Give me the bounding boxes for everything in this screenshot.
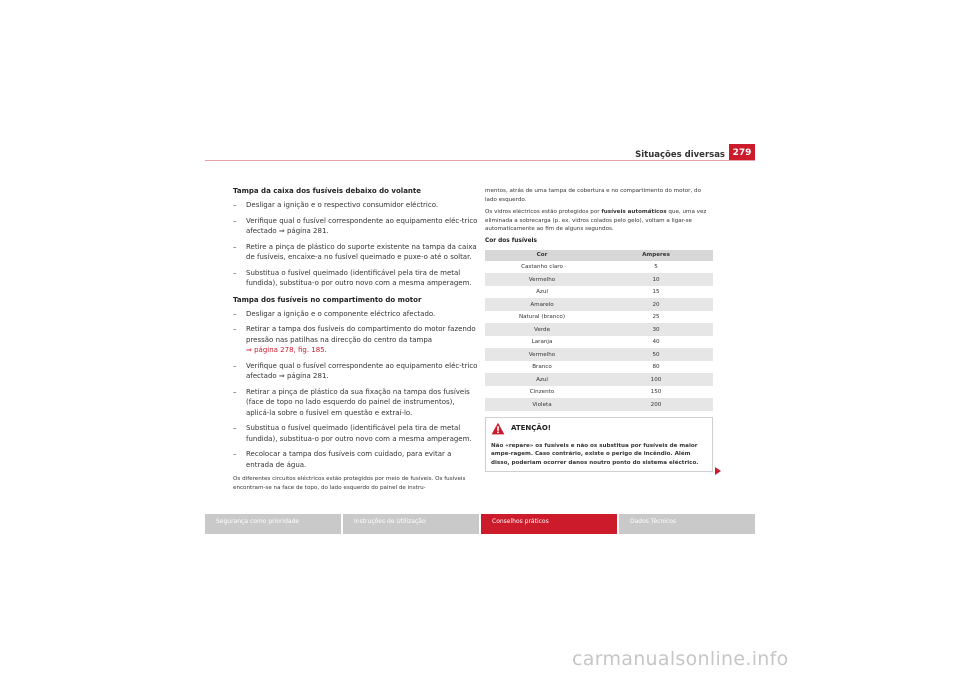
table-header-row (485, 250, 713, 261)
table-row: Violeta 200 (485, 398, 713, 411)
page-number: 279 (729, 144, 755, 161)
table-row: Amarelo 20 (485, 298, 713, 311)
list-item: – Substitua o fusível queimado (identificável pela tira de metal fundida), substitua-o por outro novo com a mesma amperagem. (233, 424, 472, 443)
warning-header (491, 422, 707, 435)
fuse-note-paragraph: Os diferentes circuitos eléctricos estão protegidos por meio de fusíveis. Os fusíveis encontram-se na face de topo, do lado esquerdo do painel de instru- (233, 476, 466, 491)
table-row: Vermelho 10 (485, 273, 713, 286)
tab-practical-tips[interactable]: Conselhos práticos (481, 514, 617, 534)
column-header-color: Cor (485, 250, 599, 261)
list-item: – Desligar a ignição e o componente eléctrico afectado. (233, 309, 436, 318)
footer-navigation (205, 514, 755, 534)
warning-box (485, 417, 713, 472)
table-row: Verde 30 (485, 323, 713, 336)
page-section-title: Situações diversas (635, 150, 725, 160)
page-reference-link[interactable]: ⇒ página 278, fig. 185 (246, 346, 325, 354)
paragraph-automatic-fuses: Os vidros eléctricos estão protegidos por fusíveis automáticos que, uma vez eliminada a sobrecarga (p. ex. vidros colados pelo gelo), voltam a ligar-se automaticamente ao fim de alguns segundos. (485, 209, 707, 233)
watermark: carmanualsonline.info (572, 648, 789, 670)
continue-arrow-icon (715, 467, 721, 475)
list-item: – Recolocar a tampa dos fusíveis com cuidado, para evitar a entrada de água. (233, 450, 452, 469)
section-title-engine-fuses: Tampa dos fusíveis no compartimento do motor (233, 295, 422, 304)
table-row: Branco 80 (532, 364, 660, 371)
header-divider (205, 160, 755, 161)
list-item: – Verifique qual o fusível correspondente ao equipamento eléc-trico afectado ⇒ página 281. (233, 216, 478, 235)
section-title-steering-fuses: Tampa da caixa dos fusíveis debaixo do volante (233, 187, 421, 195)
list-item: – Substitua o fusível queimado (identificável pela tira de metal fundida), substitua-o por outro novo com a mesma amperagem. (233, 268, 472, 287)
fuse-color-table (485, 250, 713, 411)
left-column (233, 187, 478, 492)
warning-triangle-icon (491, 422, 505, 435)
table-row: Azul 15 (536, 289, 660, 296)
table-title: Cor dos fusíveis (485, 237, 537, 244)
paragraph-fuse-location: mentos, atrás de uma tampa de cobertura e no compartimento do motor, do lado esquerdo. (485, 188, 701, 203)
table-row: Laranja 40 (531, 339, 660, 346)
warning-text: Não «repare» os fusíveis e não os substitua por fusíveis de maior ampe-ragem. Caso contrário, existe o perigo de incêndio. Além disso, poderiam ocorrer danos noutro ponto do sistema eléctrico. (491, 442, 699, 466)
table-row: Vermelho 50 (485, 348, 713, 361)
steps-list-engine-fuses (233, 309, 478, 471)
steps-list-steering-fuses (233, 200, 478, 289)
column-header-amperes: Amperes (599, 250, 713, 261)
list-item: – Retirar a tampa dos fusíveis do compartimento do motor fazendo pressão nas patilhas na direcção do centro da tampa ⇒ página 278, fig. 185. (233, 325, 476, 354)
table-row: Cinzento 150 (529, 389, 662, 396)
warning-title: ATENÇÃO! (511, 424, 551, 433)
list-item: – Retire a pinça de plástico do suporte existente na tampa da caixa de fusíveis, encaixe-a no fusível queimado e puxe-o até o soltar. (233, 242, 477, 261)
right-column (485, 187, 713, 472)
table-row: Azul 100 (485, 373, 713, 386)
list-item: – Verifique qual o fusível correspondente ao equipamento eléc-trico afectado ⇒ página 281. (233, 361, 478, 380)
tab-technical-data[interactable]: Dados Técnicos (619, 514, 755, 534)
table-row: Natural (branco) 25 (518, 314, 660, 321)
list-item: – Desligar a ignição e o respectivo consumidor eléctrico. (233, 201, 439, 209)
table-row: Castanho claro 5 (521, 264, 658, 271)
tab-operating-instructions[interactable]: Instruções de Utilização (343, 514, 479, 534)
tab-safety[interactable]: Segurança como prioridade (205, 514, 341, 534)
list-item: – Retirar a pinça de plástico da sua fixação na tampa dos fusíveis (face de topo no lado esquerdo do painel de instrumentos), aplicá-la sobre o fusível em questão e extraí-lo. (233, 387, 470, 417)
